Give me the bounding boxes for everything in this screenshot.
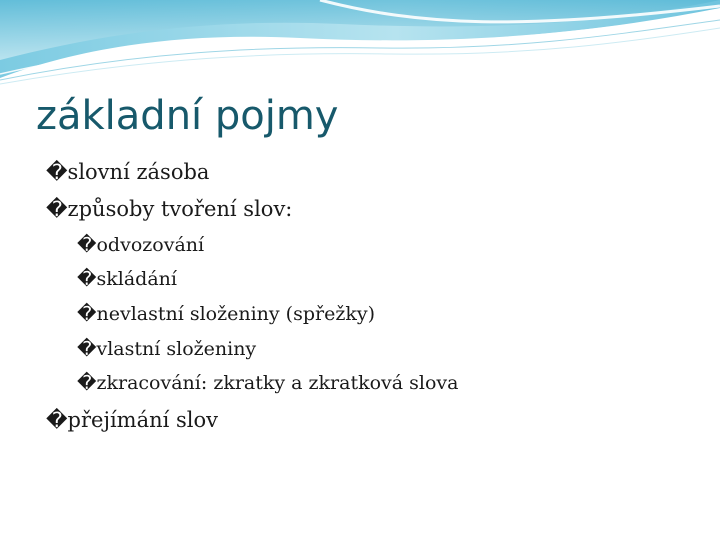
list-item-text: nevlastní složeniny (spřežky): [96, 303, 376, 325]
slide-title: základní pojmy: [36, 93, 339, 139]
bullet-icon: �: [46, 160, 68, 184]
list-item: [77, 335, 256, 363]
list-item: [46, 405, 218, 435]
list-item-text: odvozování: [96, 234, 205, 256]
list-item: [77, 231, 204, 259]
list-item: [46, 194, 292, 224]
list-item-text: vlastní složeniny: [96, 338, 257, 360]
bullet-icon: �: [77, 268, 97, 290]
bullet-icon: �: [77, 234, 97, 256]
bullet-icon: �: [77, 338, 97, 360]
header-wave-decoration: [0, 0, 720, 90]
list-item-text: způsoby tvoření slov:: [67, 197, 293, 221]
bullet-icon: �: [46, 197, 68, 221]
bullet-icon: �: [77, 303, 97, 325]
list-item-text: zkracování: zkratky a zkratková slova: [96, 372, 459, 394]
list-item-text: skládání: [96, 268, 177, 290]
list-item: [77, 265, 177, 293]
list-item-text: slovní zásoba: [67, 160, 210, 184]
list-item: [46, 157, 209, 187]
bullet-icon: �: [46, 408, 68, 432]
list-item-text: přejímání slov: [67, 408, 219, 432]
bullet-icon: �: [77, 372, 97, 394]
list-item: [77, 300, 375, 328]
list-item: [77, 369, 459, 397]
